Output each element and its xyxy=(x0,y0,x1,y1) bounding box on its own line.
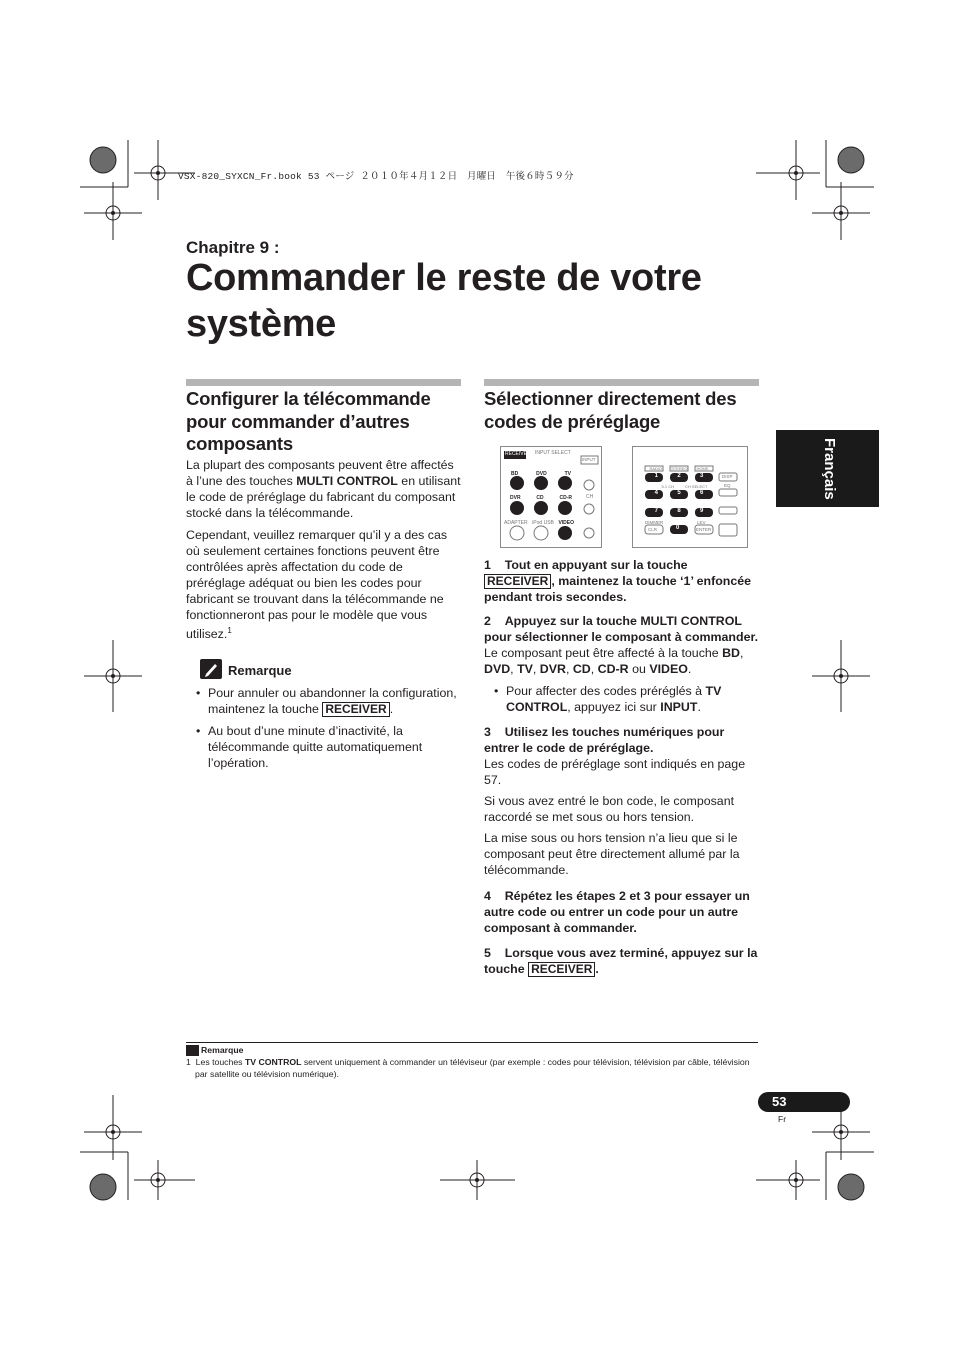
remote-disp-key: DISP xyxy=(722,474,733,479)
remote-num-row-3: 7 8 9 xyxy=(654,508,704,514)
chapter-label: Chapitre 9 : xyxy=(186,238,280,257)
language-tab xyxy=(776,430,879,507)
page-title xyxy=(186,255,786,347)
footnote-rule xyxy=(186,1042,758,1043)
note-item-2: • Au bout d’une minute d’inactivité, la télécommande quitte automatiquement l’opération. xyxy=(186,723,461,771)
section-bar-right xyxy=(484,379,759,386)
steps xyxy=(484,557,759,977)
remote-lev-label: LEV xyxy=(697,520,706,525)
remote-sub-labels: 5.1 CH CH SELECT xyxy=(661,484,708,489)
remote-top-labels: RADIO STEREO HOME xyxy=(649,466,709,471)
remote-num-row-1: 1 2 3 xyxy=(654,473,704,479)
step-2: 2 Appuyez sur la touche MULTI CONTROL pour sélectionner le composant à commander. xyxy=(484,614,759,644)
footnote-text: 1 Les touches TV CONTROL servent uniquement à commander un téléviseur (par exemple : codes pour télévision, télévision par câble, télévision par satellite ou télévision numérique). xyxy=(186,1057,750,1079)
note-icon xyxy=(200,659,222,679)
remote-dimmer-label: DIMMER xyxy=(645,520,664,525)
remote-clr-key: CLR xyxy=(648,527,658,532)
step-5: 5 Lorsque vous avez terminé, appuyez sur la touche RECEIVER . xyxy=(484,946,758,976)
page-number: 53 xyxy=(758,1092,850,1112)
step-2-body: Le composant peut être affecté à la touche BD, DVD, TV, DVR, CD, CD-R ou VIDEO. xyxy=(484,646,744,676)
note-item-1: • Pour annuler ou abandonner la configuration, maintenez la touche RECEIVER . xyxy=(186,685,461,717)
print-header: VSX-820_SYXCN_Fr.book 53 ページ ２０１０年４月１２日 月曜日 午後６時５９分 xyxy=(178,171,574,182)
note-title: Remarque xyxy=(228,663,292,678)
remote-enter-key: ENTER xyxy=(696,527,712,532)
remote-eq-label: EQ xyxy=(724,483,731,488)
remote-receiver-key: RECEIVER xyxy=(505,451,531,457)
right-heading: Sélectionner directement des codes de préréglage xyxy=(484,388,737,432)
remote-input-select-label: INPUT SELECT xyxy=(535,450,571,456)
left-heading: Configurer la télécommande pour commander d’autres composants xyxy=(186,388,431,454)
step-3: 3 Utilisez les touches numériques pour entrer le code de préréglage. xyxy=(484,725,725,755)
remote-row-1-labels: BD DVD TV xyxy=(511,471,571,477)
section-bar-left xyxy=(186,379,461,386)
remote-row-2-labels: DVR CD CD-R xyxy=(510,495,572,501)
footnote xyxy=(186,1044,760,1080)
remote-illustration-left xyxy=(500,446,602,548)
step-2-bullet: • Pour affecter des codes préréglés à TV CONTROL, appuyez ici sur INPUT. xyxy=(484,683,759,715)
remote-input-key: INPUT xyxy=(582,457,596,462)
step-3-body: Les codes de préréglage sont indiqués en page 57. Si vous avez entré le bon code, le composant raccordé se met sous ou hors tension. La mise sous ou hors tension n’a lieu que si le composant peut être directement allumé par la télécommande. xyxy=(484,757,746,877)
remote-num-row-2: 4 5 6 xyxy=(654,490,704,496)
remote-zero-key: 0 xyxy=(676,525,680,531)
remote-illustration-right xyxy=(632,446,748,548)
remote-ch-label: CH xyxy=(586,494,594,500)
footnote-header: Remarque xyxy=(186,1044,760,1056)
step-4: 4 Répétez les étapes 2 et 3 pour essayer un autre code ou entrer un code pour un autre composant à commander. xyxy=(484,889,750,935)
remote-row-3-labels: ADAPTER iPod USB VIDEO xyxy=(504,520,574,526)
step-1: 1 Tout en appuyant sur la touche RECEIVER , maintenez la touche ‘1’ enfoncée pendant trois secondes. xyxy=(484,558,752,604)
left-paragraph-2: Cependant, veuillez remarquer qu’il y a des cas où seulement certaines fonctions peuvent être contrôlées après affectation du code de préréglage adéquat ou bien les codes pour fabricant se trouvant dans la télécommande ne fonctionneront pas pour le modèle que vous utilisez.$^1$ xyxy=(186,528,448,642)
title-line-2: système xyxy=(186,303,337,345)
left-body xyxy=(186,457,461,648)
title-line-1: Commander le reste de votre xyxy=(186,257,702,299)
language-tab-label: Français xyxy=(821,438,838,500)
page-language: Fr xyxy=(778,1114,787,1124)
footnote-note-icon xyxy=(186,1045,199,1056)
note-list xyxy=(186,685,461,771)
left-paragraph-1: La plupart des composants peuvent être affectés à l’une des touches MULTI CONTROL en utilisant le code de préréglage du fabricant du composant stocké dans la télécommande. xyxy=(186,458,461,520)
